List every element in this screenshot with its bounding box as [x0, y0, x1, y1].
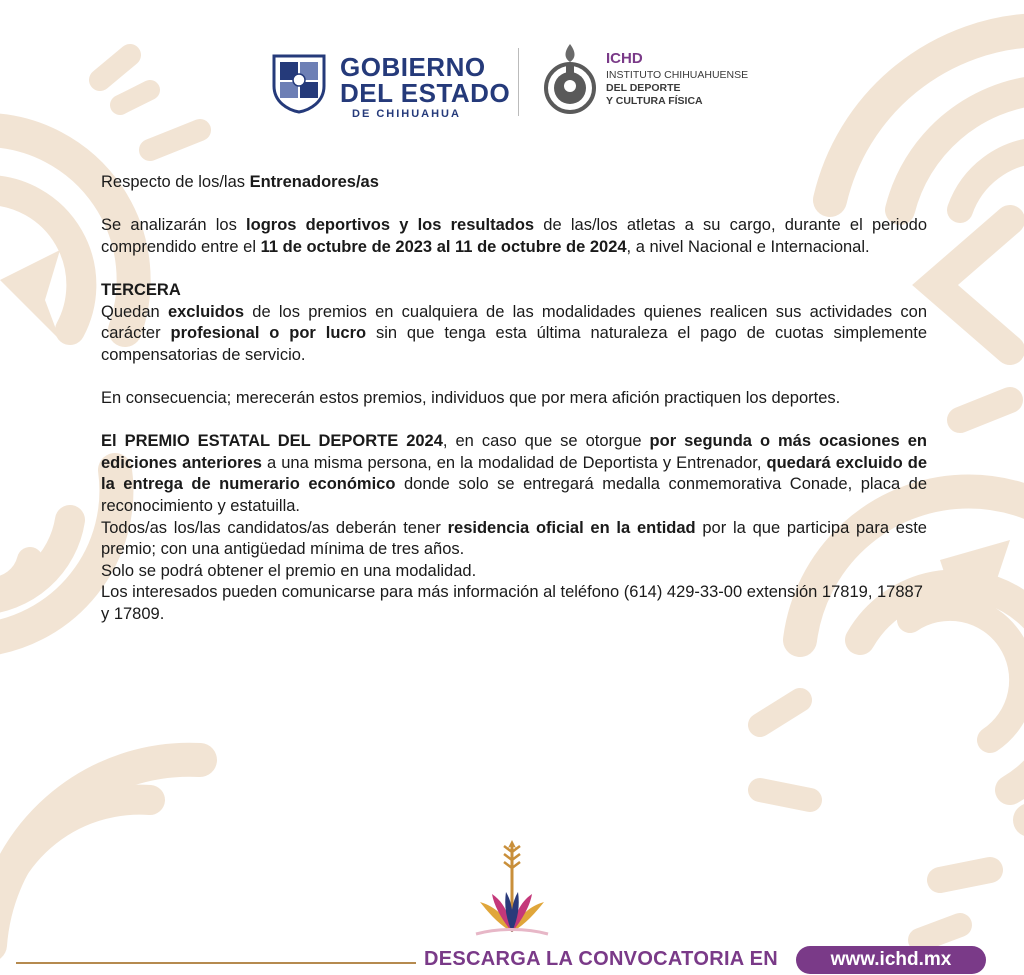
paragraph-logros	[101, 215, 927, 258]
footer-divider-line	[16, 962, 416, 964]
text-span: Todos/as los/las candidatos/as deberán tener	[101, 518, 448, 537]
bold-span: excluidos	[167, 302, 245, 321]
text-span: Quedan	[101, 302, 168, 321]
bold-span: por segunda o más ocasiones en ediciones anteriores	[101, 432, 927, 472]
gobierno-logo	[270, 52, 511, 120]
bold-span: logros deportivos y los resultados	[246, 216, 535, 235]
section-heading-tercera	[101, 280, 927, 302]
logo-divider	[518, 48, 519, 116]
text-span: , en caso que se otorgue	[442, 432, 650, 451]
bold-span: residencia oficial en la entidad	[447, 518, 696, 537]
ichd-torch-logo-icon	[542, 42, 598, 116]
bold-span: profesional o por lucro	[170, 324, 367, 343]
bold-span: 11 de octubre de 2023 al 11 de octubre de 2024	[260, 237, 627, 256]
paragraph-premio-estatal	[101, 431, 927, 517]
gobierno-title-line2: DEL ESTADO	[340, 78, 511, 108]
text-span: por la que participa para este premio; con una antigüedad mínima de tres años.	[101, 518, 927, 559]
ichd-acronym: ICHD	[606, 50, 643, 67]
text-span: de las/los atletas a su cargo, durante el periodo comprendido entre el	[101, 216, 927, 256]
text-span: , a nivel Nacional e Internacional.	[626, 237, 870, 256]
paragraph-excluidos	[101, 302, 927, 367]
text-span: sin que tenga esta última naturaleza el pago de cuotas simplemente compensatorias de servicio.	[101, 324, 928, 364]
ichd-line3: Y CULTURA FÍSICA	[606, 95, 703, 107]
footer-website-link[interactable]: www.ichd.mx	[796, 946, 986, 974]
paragraph-consecuencia: En consecuencia; merecerán estos premios, individuos que por mera afición practiquen los deportes.	[101, 388, 841, 407]
bold-span: quedará excluido de la entrega de numerario económico	[101, 453, 927, 494]
bold-span: TERCERA	[101, 280, 181, 299]
paragraph-modalidad: Solo se podrá obtener el premio en una modalidad.	[101, 561, 477, 580]
header	[0, 40, 1024, 120]
state-shield-icon	[270, 52, 328, 114]
text-span: Se analizarán los	[101, 216, 247, 235]
ichd-line1: INSTITUTO CHIHUAHUENSE	[606, 69, 749, 81]
bold-span: Entrenadores/as	[249, 173, 379, 191]
text-span: a una misma persona, en la modalidad de Deportista y Entrenador,	[261, 453, 767, 472]
paragraph-entrenadores	[101, 172, 927, 194]
text-span: Respecto de los/las	[101, 173, 250, 191]
document-body	[101, 172, 927, 625]
paragraph-contacto: Los interesados pueden comunicarse para más información al teléfono (614) 429-33-00 extensión 17819, 17887 y 17809.	[101, 583, 923, 623]
paragraph-residencia	[101, 518, 927, 561]
text-span: donde solo se entregará medalla conmemorativa Conade, placa de reconocimiento y estatuilla.	[101, 475, 927, 515]
text-span: de los premios en cualquiera de las modalidades quienes realicen sus actividades con carácter	[101, 302, 927, 343]
gobierno-title-line1: GOBIERNO	[340, 52, 486, 82]
gobierno-title-line3: DE CHIHUAHUA	[352, 108, 461, 120]
footer-download-text: DESCARGA LA CONVOCATORIA EN	[424, 948, 779, 970]
agave-emblem-icon	[468, 836, 556, 940]
ichd-logo	[542, 40, 782, 120]
bold-span: El PREMIO ESTATAL DEL DEPORTE 2024	[101, 432, 443, 451]
ichd-line2: DEL DEPORTE	[606, 82, 681, 94]
